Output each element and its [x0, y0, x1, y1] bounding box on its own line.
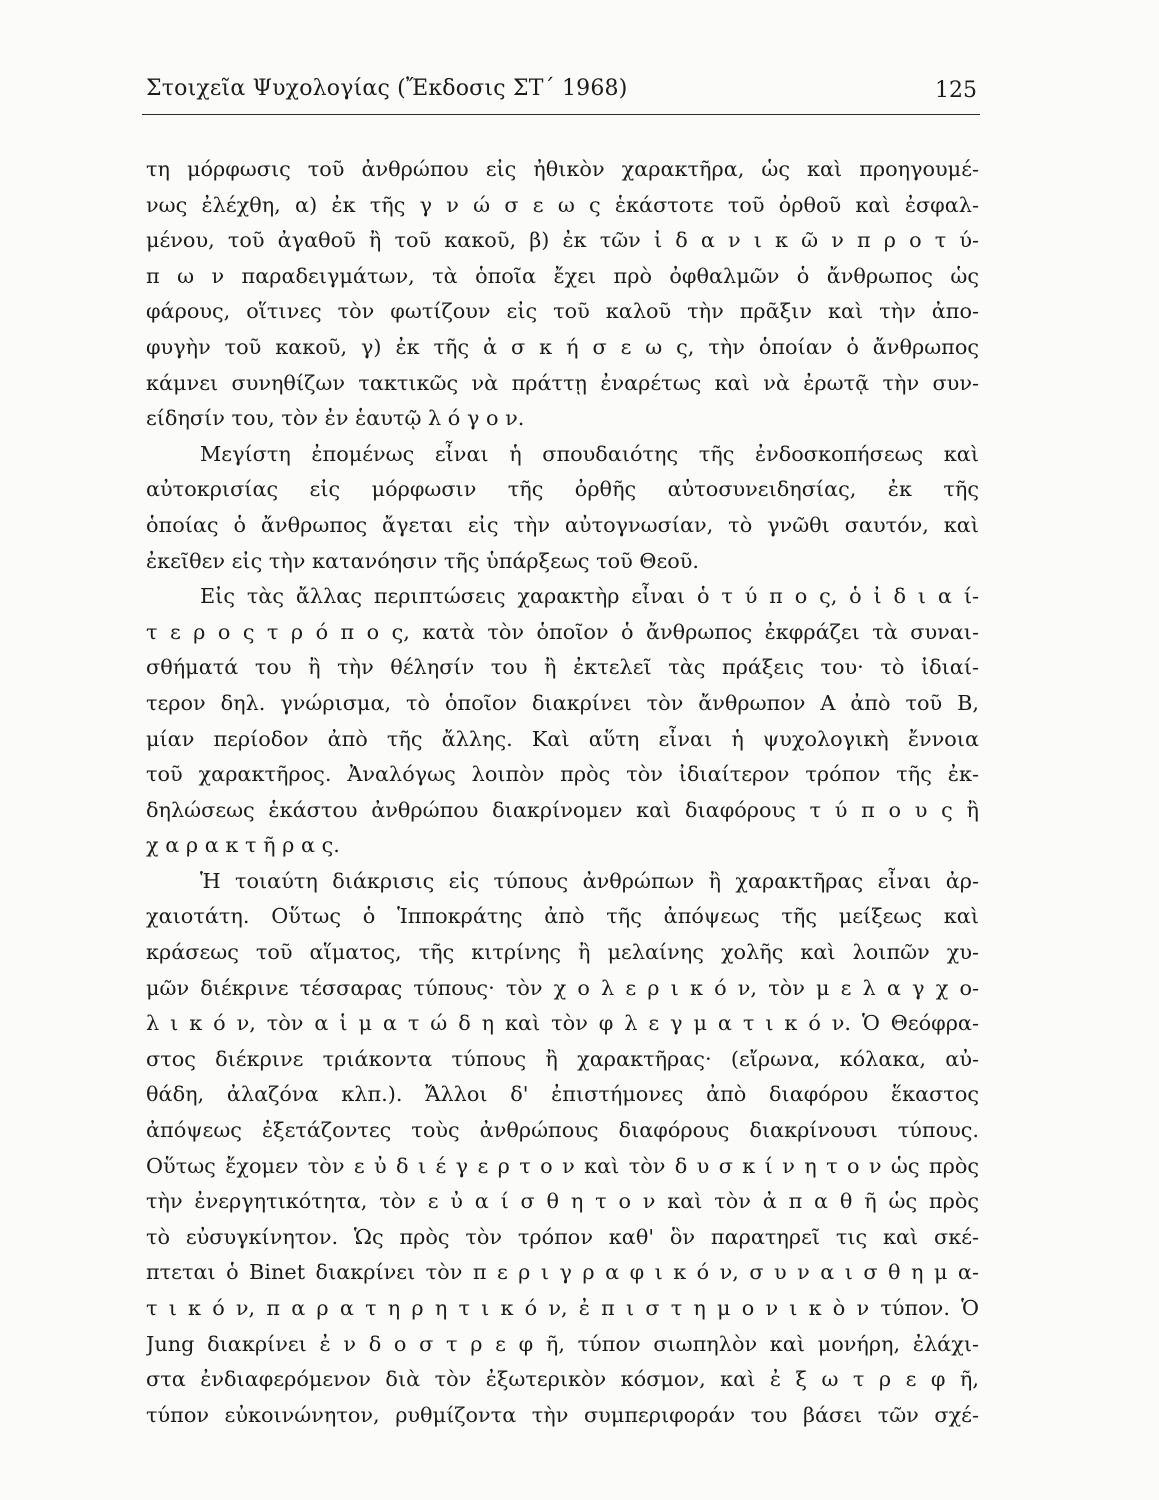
text-line: είδησίν του, τὸν ἐν ἑαυτῷ λ ό γ ο ν. — [146, 406, 525, 431]
text-line: μένου, τοῦ ἀγαθοῦ ἢ τοῦ κακοῦ, β) ἐκ τῶν ἰ δ α ν ι κ ῶ ν π ρ ο τ ύ- — [146, 228, 979, 253]
text-line: Οὕτως ἔχομεν τὸν ε ὐ δ ι έ γ ε ρ τ ο ν καὶ τὸν δ υ σ κ ί ν η τ ο ν ὡς πρὸς — [146, 1153, 979, 1178]
text-line: τη μόρφωσις τοῦ ἀνθρώπου εἰς ἠθικὸν χαρακτῆρα, ὡς καὶ προηγουμέ- — [146, 157, 979, 181]
text-line: μίαν περίοδον ἀπὸ τῆς ἄλλης. Καὶ αὕτη εἶναι ἡ ψυχολογικὴ ἔννοια — [146, 726, 979, 751]
text-line: τερον δηλ. γνώρισμα, τὸ ὁποῖον διακρίνει τὸν ἄνθρωπον Α ἀπὸ τοῦ Β, — [146, 690, 979, 715]
text-line: λ ι κ ό ν, τὸν α ἱ μ α τ ώ δ η καὶ τὸν φ λ ε γ μ α τ ι κ ό ν. Ὁ Θεόφρα- — [146, 1011, 979, 1036]
text-line: τ ε ρ ο ς τ ρ ό π ο ς, κατὰ τὸν ὁποῖον ὁ ἄνθρωπος ἐκφράζει τὰ συναι- — [146, 619, 979, 644]
text-line: στα ἐνδιαφερόμενον διὰ τὸν ἐξωτερικὸν κόσμον, καὶ ἐ ξ ω τ ρ ε φ ῆ, — [146, 1367, 979, 1392]
text-line: Εἰς τὰς ἄλλας περιπτώσεις χαρακτὴρ εἶναι ὁ τ ύ π ο ς, ὁ ἰ δ ι α ί- — [200, 584, 979, 609]
text-line: π ω ν παραδειγμάτων, τὰ ὁποῖα ἔχει πρὸ ὀφθαλμῶν ὁ ἄνθρωπος ὡς — [146, 263, 979, 288]
header-rule — [142, 114, 980, 115]
text-line: τ ι κ ό ν, π α ρ α τ η ρ η τ ι κ ό ν, ἐ π ι σ τ η μ ο ν ι κ ὸ ν τύπον. Ὁ — [146, 1296, 979, 1320]
running-title: Στοιχεῖα Ψυχολογίας (Ἔκδοσις ΣΤ΄ 1968) — [146, 76, 628, 101]
page-number: 125 — [935, 78, 977, 103]
text-line: τὸ εὐσυγκίνητον. Ὡς πρὸς τὸν τρόπον καθ' ὃν παρατηρεῖ τις καὶ σκέ- — [146, 1224, 979, 1249]
text-line: χαιοτάτη. Οὕτως ὁ Ἱπποκράτης ἀπὸ τῆς ἀπόψεως τῆς μείξεως καὶ — [146, 904, 979, 929]
text-line: δηλώσεως ἑκάστου ἀνθρώπου διακρίνομεν καὶ διαφόρους τ ύ π ο υ ς ἢ — [146, 797, 979, 822]
text-line: αὐτοκρισίας εἰς μόρφωσιν τῆς ὀρθῆς αὐτοσυνειδησίας, ἐκ τῆς — [146, 477, 979, 502]
text-line: στος διέκρινε τριάκοντα τύπους ἢ χαρακτῆρας· (εἴρωνα, κόλακα, αὐ- — [146, 1046, 979, 1071]
text-line: πτεται ὁ Binet διακρίνει τὸν π ε ρ ι γ ρ α φ ι κ ό ν, σ υ ν α ι σ θ η μ α- — [146, 1260, 979, 1285]
text-line: μῶν διέκρινε τέσσαρας τύπους· τὸν χ ο λ ε ρ ι κ ό ν, τὸν μ ε λ α γ χ ο- — [146, 975, 979, 1000]
text-line: σθήματά του ἢ τὴν θέλησίν του ἢ ἐκτελεῖ τὰς πράξεις του· τὸ ἰδιαί- — [146, 655, 979, 680]
text-line: ἀπόψεως ἐξετάζοντες τοὺς ἀνθρώπους διαφόρους διακρίνουσι τύπους. — [146, 1118, 979, 1143]
text-line: τὴν ἐνεργητικότητα, τὸν ε ὐ α ί σ θ η τ ο ν καὶ τὸν ἀ π α θ ῆ ὡς πρὸς — [146, 1189, 979, 1214]
text-line: Μεγίστη ἐπομένως εἶναι ἡ σπουδαιότης τῆς ἐνδοσκοπήσεως καὶ — [200, 441, 979, 466]
text-line: Jung διακρίνει ἐ ν δ ο σ τ ρ ε φ ῆ, τύπον σιωπηλὸν καὶ μονήρη, ἐλάχι- — [146, 1331, 979, 1356]
text-line: θάδη, ἀλαζόνα κλπ.). Ἄλλοι δ' ἐπιστήμονες ἀπὸ διαφόρου ἕκαστος — [146, 1082, 979, 1107]
body-text — [146, 152, 979, 1433]
text-line: φάρους, οἵτινες τὸν φωτίζουν εἰς τοῦ καλοῦ τὴν πρᾶξιν καὶ τὴν ἀπο- — [146, 299, 979, 324]
text-line: τοῦ χαρακτῆρος. Ἀναλόγως λοιπὸν πρὸς τὸν ἰδιαίτερον τρόπον τῆς ἐκ- — [146, 762, 979, 787]
text-line: κάμνει συνηθίζων τακτικῶς νὰ πράττῃ ἐναρέτως καὶ νὰ ἐρωτᾷ τὴν συν- — [146, 370, 979, 395]
text-line: χ α ρ α κ τ ῆ ρ α ς. — [146, 833, 340, 858]
text-line: φυγὴν τοῦ κακοῦ, γ) ἐκ τῆς ἀ σ κ ή σ ε ω ς, τὴν ὁποίαν ὁ ἄνθρωπος — [146, 334, 979, 359]
text-line: ἐκεῖθεν εἰς τὴν κατανόησιν τῆς ὑπάρξεως τοῦ Θεοῦ. — [146, 548, 699, 573]
text-line: τύπον εὐκοινώνητον, ρυθμίζοντα τὴν συμπεριφοράν του βάσει τῶν σχέ- — [146, 1402, 979, 1427]
page-header — [146, 76, 979, 116]
text-line: ὁποίας ὁ ἄνθρωπος ἄγεται εἰς τὴν αὐτογνωσίαν, τὸ γνῶθι σαυτόν, καὶ — [146, 512, 979, 537]
text-line: κράσεως τοῦ αἵματος, τῆς κιτρίνης ἢ μελαίνης χολῆς καὶ λοιπῶν χυ- — [146, 940, 979, 965]
text-line: νως ἐλέχθη, α) ἐκ τῆς γ ν ώ σ ε ω ς ἑκάστοτε τοῦ ὀρθοῦ καὶ ἐσφαλ- — [146, 192, 979, 217]
text-line: Ἡ τοιαύτη διάκρισις εἰς τύπους ἀνθρώπων ἢ χαρακτῆρας εἶναι ἀρ- — [200, 868, 979, 893]
